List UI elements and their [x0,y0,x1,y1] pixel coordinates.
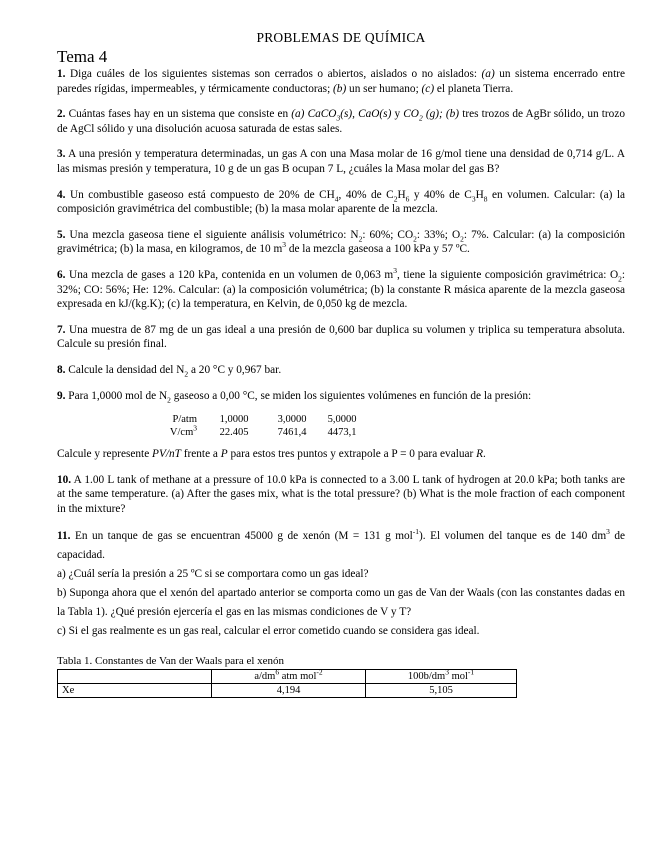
header-a: $a/dm^6$ atm mol$^{-2}$ [212,670,366,684]
pressure-row: P/atm 1,0000 3,0000 5,0000 [172,414,357,426]
problem-number: 5. [57,228,66,241]
problem-9-instruction: Calcule y represente PV/nT frente a P para estos tres puntos y extrapole a P = 0 para evaluar R. [57,448,486,461]
problem-7: 7. Una muestra de 87 mg de un gas ideal a una presión de 0,600 bar duplica su volumen y triplica su temperatura absoluta. Calcule su presión final. [57,323,625,351]
problem-number: 3. [57,148,66,161]
document-page [57,30,625,698]
table-row [58,684,517,698]
problem-number: 9. [57,389,66,402]
problem-number: 10. [57,473,72,486]
section-heading: Tema 4 [57,47,108,66]
problem-3: 3. A una presión y temperatura determinadas, un gas A con una Masa molar de 16 g/mol tiene una densidad de 0,714 g/L. A las mismas presión y temperatura, 10 g de un gas B ocupan 7 L, ¿cuáles la Masa molar del gas B? [57,148,625,175]
problem-9: 9. Para 1,0000 mol de $N_2$ gaseoso a 0,00 °C, se miden los siguientes volúmenes en función de la presión: [57,389,532,404]
problem-number: 8. [57,363,66,376]
problem-8: 8. Calcule la densidad del $N_2$ a 20 °C y 0,967 bar. [57,363,282,379]
problem-number: 6. [57,268,66,281]
problem-2: 2. Cuántas fases hay en un sistema que consiste en (a) CaCO$_3$(s), CaO(s) y $CO_2$ (g); (b) tres trozos de AgBr sólido, un trozo de AgCl sólido y una disolución acuosa saturada de estas sales. [57,108,625,135]
table-header-row [58,670,517,684]
header-b: $100b/dm^3$ mol$^{-1}$ [366,670,517,684]
problem-11-part-b: b) Suponga ahora que el xenón del apartado anterior se comporta como un gas de Van der Waals (con las constantes dadas en la Tabla 1). ¿Qué presión ejercería el gas en las mismas condiciones de V y T? [57,587,625,619]
problem-11-part-a: a) ¿Cuál sería la presión a 25 ºC si se comportara como un gas ideal? [57,568,369,581]
problem-6: 6. Una mezcla de gases a 120 kPa, contenida en un volumen de 0,063 $m^3$, tiene la siguiente composición gravimétrica: $O_2$: 32%; CO: 56%; He: 12%. Calcular: (a) la composición volumétrica; (b) la constante R másica aparente de la mezcla gaseosa expresada en kJ/(kg.K); (c) la temperatura, en Kelvin, de 0,050 kg de mezcla. [57,266,625,311]
problem-11-part-c: c) Si el gas realmente es un gas real, calcular el error cometido cuando se considera gas ideal. [57,625,480,638]
problem-number: 7. [57,323,66,336]
b-value: 5,105 [366,684,517,698]
page-title: PROBLEMAS DE QUÍMICA [256,30,426,45]
problem-number: 11. [57,530,71,543]
problem-number: 2. [57,108,66,121]
volume-row: $V/cm^3$ 22.405 7461,4 4473,1 [169,423,357,439]
van-der-waals-table [57,669,517,698]
problem-10: 10. A 1.00 L tank of methane at a pressure of 10.0 kPa is connected to a 3.00 L tank of hydrogen at 20.0 kPa; both tanks are at the same temperature. (a) After the gases mix, what is the total pressure? (b) What is the mole fraction of each component in the mixture? [57,473,625,515]
problem-11: 11. En un tanque de gas se encuentran 45000 g de xenón (M = 131 g mol$^{-1}$). El volumen del tanque es de 140 $dm^3$ de capacidad. [57,527,625,562]
pressure-volume-table [57,413,625,439]
problem-number: 4. [57,188,66,201]
table-caption: Tabla 1. Constantes de Van der Waals para el xenón [57,655,285,668]
problem-number: 1. [57,68,66,80]
problem-5: 5. Una mezcla gaseosa tiene el siguiente análisis volumétrico: $N_2$: 60%; $CO_2$: 33%; $O_2$: 7%. Calcular: (a) la composición gravimétrica; (b) la masa, en kilogramos, de 10 $m^3$ de la mezcla gaseosa a 100 kPa y 57 ºC. [57,228,626,256]
problem-1: 1. Diga cuáles de los siguientes sistemas son cerrados o abiertos, aislados o no aislados: (a) un sistema encerrado entre paredes rígidas, impermeables, y térmicamente conductoras; (b) un ser humano; (c) el planeta Tierra. [57,68,625,95]
row-label: Xe [58,684,212,698]
a-value: 4,194 [212,684,366,698]
problem-4: 4. Un combustible gaseoso está compuesto de 20% de $CH_4$, 40% de $C_2H_6$ y 40% de $C_3H_8$ en volumen. Calcular: (a) la composición gravimétrica del combustible; (b) la masa molar aparente de la mezcla. [57,188,625,216]
